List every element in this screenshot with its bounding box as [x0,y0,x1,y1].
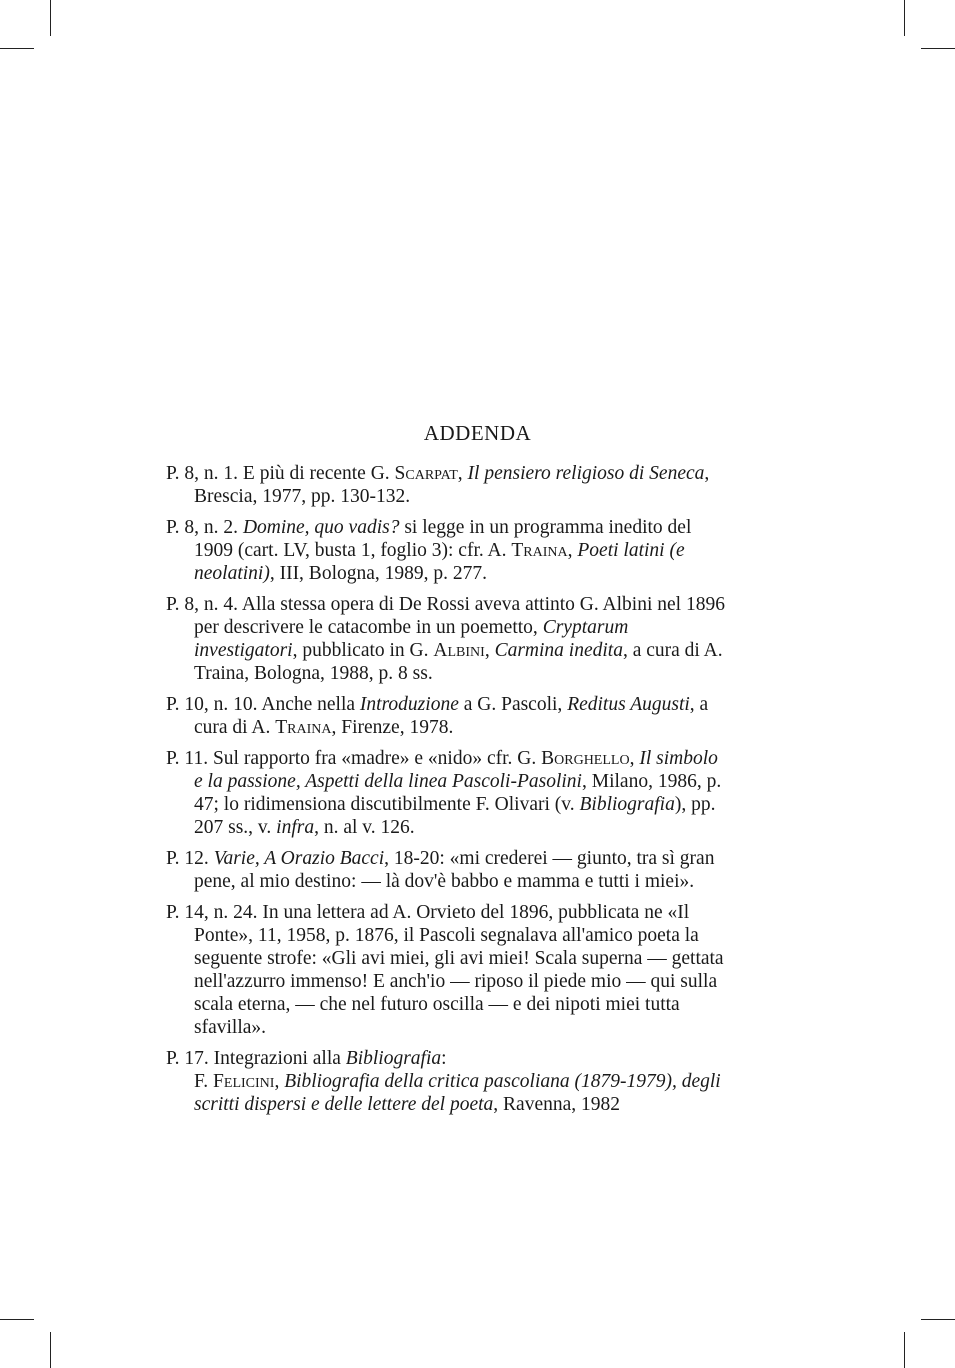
entry-run: a G. Pascoli, [458,694,568,715]
entry-run: , [484,640,495,661]
entry-run: , [457,463,468,484]
entry-run: P. 8, n. 4. Alla stessa opera di De Rossi aveva attinto G. Albini nel 1896 per descrivere le catacombe in un poemetto, [166,594,725,638]
page-title: ADDENDA [423,421,532,445]
entry-run: P. 10, n. 10. Anche nella [166,694,360,715]
entry-run: Scarpat [394,463,458,484]
entry-run: : [441,1048,447,1069]
entry-run: si legge in un programma inedito del 1909 (cart. LV, busta 1, foglio 3): cfr. A. [194,517,692,561]
entry-text [166,901,726,1039]
entry-text [166,516,726,585]
entry-run: infra [276,817,315,838]
entry-text [166,593,726,685]
addendum-entry [166,693,726,739]
crop-mark [0,48,34,49]
entry-run: Felicini [213,1071,275,1092]
entry-run: Domine, quo vadis? [242,517,400,538]
entry-text [166,693,726,739]
crop-mark [921,48,955,49]
entry-run: Reditus Augusti [567,694,690,715]
addendum-entry [166,593,726,685]
entry-run: , Milano, 1986, p. 47; lo ridimensiona discutibilmente F. Olivari (v. [194,771,722,815]
addendum-entry [166,1047,726,1116]
crop-mark [0,1319,34,1320]
entry-run: P. 8, n. 2. [166,517,243,538]
entry-run: F. [194,1071,214,1092]
entry-run: Albini [433,640,485,661]
entry-run: , a cura di A. [194,694,709,738]
entry-run: Il pensiero religioso di Seneca [467,463,705,484]
entry-run: Traina [511,540,568,561]
entry-run: , n. al v. 126. [314,817,415,838]
addendum-entry [166,516,726,585]
entry-run: P. 11. Sul rapporto fra «madre» e «nido» cfr. G. [166,748,542,769]
entry-run: , pubblicato in G. [292,640,434,661]
entry-run: Il simbolo e la passione, Aspetti della linea Pascoli-Pasolini [194,748,718,792]
entry-run: ), pp. 207 ss., v. [194,794,716,838]
entry-run: , 18-20: «mi crederei — giunto, tra sì gran pene, al mio destino: — là dov'è babbo e mamma e tutti i miei». [194,848,715,892]
entry-text [166,747,726,839]
entry-run: Poeti latini (e neolatini) [194,540,685,584]
entry-run: Cryptarum investigatori [194,617,629,661]
entry-run: P. 12. [166,848,214,869]
crop-mark [50,1332,51,1368]
entry-text [166,462,726,508]
addendum-entry [166,462,726,508]
entry-run: Carmina inedita [494,640,623,661]
entry-text [166,1047,726,1116]
entry-run: , [274,1071,285,1092]
entry-run: Borghello [541,748,630,769]
entry-run: P. 17. Integrazioni alla [166,1048,346,1069]
addenda-list [166,462,726,1124]
entry-run: , [567,540,578,561]
entry-run: , a cura di A. Traina, Bologna, 1988, p. 8 ss. [194,640,723,684]
entry-run: , Ravenna, 1982 [493,1094,621,1115]
entry-run: Bibliografia [579,794,675,815]
entry-run: Bibliografia della critica pascoliana (1879-1979), degli scritti dispersi e delle lettere del poeta [194,1071,721,1115]
crop-mark [904,1332,905,1368]
entry-run: , [629,748,640,769]
crop-mark [50,0,51,36]
entry-run: Traina [275,717,332,738]
entry-run: Bibliografia [345,1048,442,1069]
entry-run: Varie, A Orazio Bacci [213,848,385,869]
entry-run: P. 8, n. 1. E più di recente G. [166,463,395,484]
entry-run: , Brescia, 1977, pp. 130-132. [194,463,710,507]
crop-mark [904,0,905,36]
addendum-entry [166,847,726,893]
crop-mark [921,1319,955,1320]
entry-text [166,847,726,893]
entry-run: , III, Bologna, 1989, p. 277. [269,563,488,584]
entry-run: , Firenze, 1978. [331,717,454,738]
addendum-entry [166,901,726,1039]
entry-run: P. 14, n. 24. In una lettera ad A. Orvieto del 1896, pubblicata ne «Il Ponte», 11, 1958, p. 1876, il Pascoli segnalava all'amico poeta la seguente strofe: «Gli avi miei, gli avi miei! Scala superna — gettata nell'azzurro immenso! E anch'io — riposo il piede mio — qui sulla scala eterna, — che nel futuro oscilla — e dei nipoti miei tutta sfavilla». [166,902,724,1038]
entry-run: Introduzione [359,694,459,715]
addendum-entry [166,747,726,839]
